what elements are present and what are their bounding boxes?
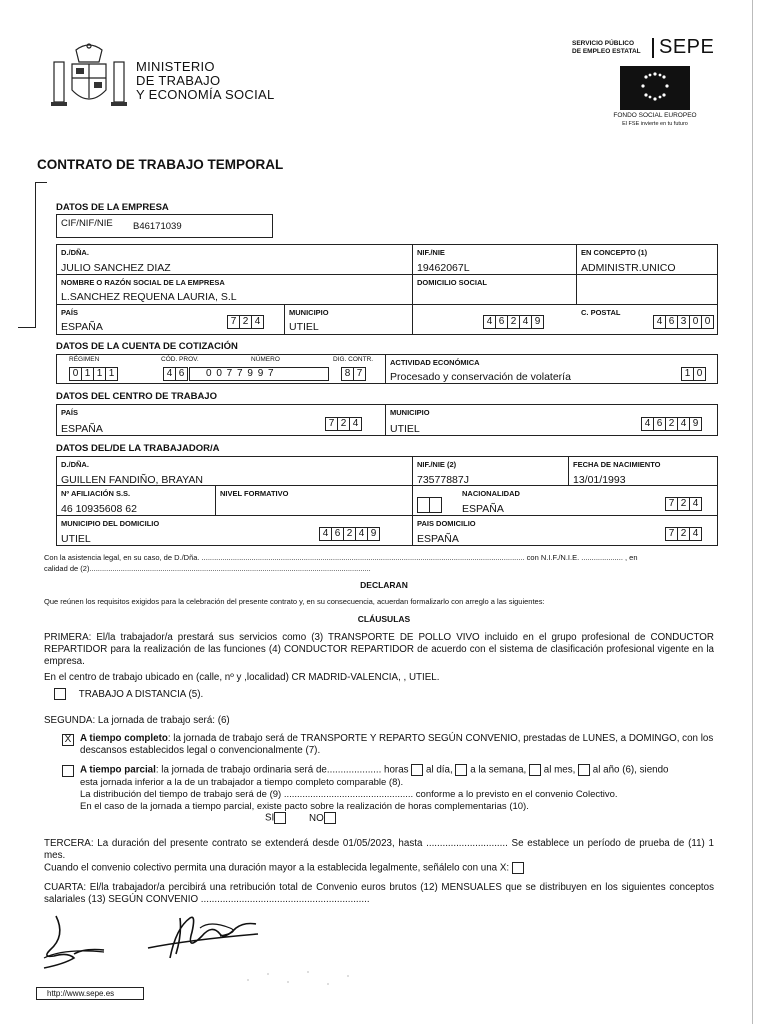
completo-row bbox=[62, 733, 714, 757]
domicilio-label: DOMICILIO SOCIAL bbox=[417, 278, 487, 287]
afil-label: Nº AFILIACIÓN S.S. bbox=[61, 489, 131, 498]
code-cell: 6 bbox=[175, 367, 188, 381]
code-cell: 4 bbox=[689, 527, 702, 541]
si-label: SI bbox=[265, 812, 275, 824]
municipio-value: UTIEL bbox=[289, 321, 319, 333]
convenio-text: Cuando el convenio colectivo permita una duración mayor a la establecida legalmente, señálelo con una X: bbox=[44, 862, 510, 874]
sepe-logo bbox=[572, 36, 715, 62]
section-centro: DATOS DEL CENTRO DE TRABAJO bbox=[56, 391, 217, 402]
code-cell: 3 bbox=[677, 315, 690, 329]
code-cell: 7 bbox=[665, 527, 678, 541]
code-cell: 7 bbox=[325, 417, 338, 431]
ministry-name bbox=[136, 60, 275, 102]
code-cell: 6 bbox=[665, 315, 678, 329]
municipio-code bbox=[483, 315, 543, 329]
razon-value: L.SANCHEZ REQUENA LAURIA, S.L bbox=[61, 291, 237, 303]
nivel-code bbox=[417, 497, 441, 513]
coat-of-arms-icon bbox=[46, 42, 132, 114]
fse-line-1: FONDO SOCIAL EUROPEO bbox=[613, 112, 697, 119]
clausula-segunda: SEGUNDA: La jornada de trabajo será: (6) bbox=[44, 715, 230, 726]
sepe-subtitle-1: SERVICIO PÚBLICO bbox=[572, 40, 635, 47]
centro-pais-code bbox=[325, 417, 361, 431]
code-cell: 4 bbox=[163, 367, 176, 381]
completo-checkbox[interactable]: X bbox=[62, 734, 74, 746]
mun-value: UTIEL bbox=[61, 533, 91, 545]
mun-code bbox=[319, 527, 379, 541]
code-cell: 9 bbox=[531, 315, 544, 329]
municipio-label: MUNICIPIO bbox=[289, 308, 329, 317]
clausula-cuarta: CUARTA: El/la trabajador/a percibirá una retribución total de Convenio euros brutos (12) MENSUALES que se distribuyen en los siguientes conceptos salariales (13) SEGÚN CONVENIO .............................................................. bbox=[44, 882, 714, 905]
asistencia-line: Con la asistencia legal, en su caso, de D./Dña. ........................................................................................................................................................... con N.I.F./N.I.E. .................... , en bbox=[44, 553, 638, 562]
section-empresa: DATOS DE LA EMPRESA bbox=[56, 202, 169, 213]
sepe-wordmark: SEPE bbox=[659, 36, 715, 58]
document-title: CONTRATO DE TRABAJO TEMPORAL bbox=[37, 157, 284, 172]
code-cell: 1 bbox=[81, 367, 94, 381]
pais-code bbox=[227, 315, 263, 329]
code-cell: 2 bbox=[337, 417, 350, 431]
dia-label: al día, bbox=[426, 764, 453, 776]
mes-label: al mes, bbox=[543, 764, 576, 776]
cp-label: C. POSTAL bbox=[581, 308, 621, 317]
signature-company bbox=[140, 908, 270, 968]
parcial-row bbox=[62, 764, 714, 777]
cif-box bbox=[56, 214, 273, 238]
code-cell: 4 bbox=[641, 417, 654, 431]
code-cell: 4 bbox=[251, 315, 264, 329]
ano-label: al año (6), siendo bbox=[592, 764, 669, 776]
pais-label: PAÍS bbox=[61, 308, 78, 317]
trab-nif-label: NIF./NIE (2) bbox=[417, 460, 457, 469]
ano-checkbox[interactable] bbox=[578, 764, 590, 776]
parcial-text-1: : la jornada de trabajo ordinaria será de.................... horas bbox=[155, 764, 409, 776]
ministry-line-3: Y ECONOMÍA SOCIAL bbox=[136, 87, 275, 102]
trab-d-value: GUILLEN FANDIÑO, BRAYAN bbox=[61, 474, 203, 486]
trab-nif-value: 73577887J bbox=[417, 474, 469, 486]
code-cell: 6 bbox=[331, 527, 344, 541]
sepe-subtitle-2: DE EMPLEO ESTATAL bbox=[572, 48, 641, 55]
code-cell: 4 bbox=[349, 417, 362, 431]
nacionalidad-code bbox=[665, 497, 701, 511]
reunen-line: Que reúnen los requisitos exigidos para la celebración del presente contrato y, en su consecuencia, acuerdan formalizarlo con arreglo a las siguientes: bbox=[44, 597, 545, 606]
d-value: JULIO SANCHEZ DIAZ bbox=[61, 262, 171, 274]
concepto-value: ADMINISTR.UNICO bbox=[581, 262, 676, 274]
code-cell: 7 bbox=[665, 497, 678, 511]
si-checkbox[interactable] bbox=[274, 812, 286, 824]
code-cell: 0 bbox=[693, 367, 706, 381]
code-cell: 1 bbox=[93, 367, 106, 381]
parcial-line-3: La distribución del tiempo de trabajo será de (9) ................................................. conforme a lo previsto en el convenio Colectivo. bbox=[80, 789, 618, 800]
ministry-line-2: DE TRABAJO bbox=[136, 73, 221, 88]
concepto-label: EN CONCEPTO (1) bbox=[581, 248, 648, 257]
actividad-label: ACTIVIDAD ECONÓMICA bbox=[390, 358, 480, 367]
si-no-row bbox=[265, 812, 336, 825]
semana-label: a la semana, bbox=[470, 764, 527, 776]
declaran-heading: DECLARAN bbox=[360, 580, 408, 590]
nacionalidad-value: ESPAÑA bbox=[462, 503, 504, 515]
bracket-line bbox=[35, 182, 47, 328]
paisdom-value: ESPAÑA bbox=[417, 533, 459, 545]
nivel-label: NIVEL FORMATIVO bbox=[220, 489, 289, 498]
nif-value: 19462067L bbox=[417, 262, 470, 274]
ministry-line-1: MINISTERIO bbox=[136, 59, 215, 74]
distancia-row bbox=[54, 688, 203, 701]
completo-title: A tiempo completo bbox=[80, 733, 168, 744]
code-cell: 2 bbox=[507, 315, 520, 329]
centro-linea: En el centro de trabajo ubicado en (calle, nº y ,localidad) CR MADRID-VALENCIA, , UTIEL. bbox=[44, 672, 440, 683]
mes-checkbox[interactable] bbox=[529, 764, 541, 776]
no-label: NO bbox=[309, 812, 324, 824]
code-cell: 2 bbox=[239, 315, 252, 329]
paisdom-label: PAIS DOMICILIO bbox=[417, 519, 476, 528]
code-cell: 4 bbox=[519, 315, 532, 329]
code-cell bbox=[429, 497, 442, 513]
centro-pais-label: PAÍS bbox=[61, 408, 78, 417]
centro-municipio-value: UTIEL bbox=[390, 423, 420, 435]
cp-code bbox=[653, 315, 713, 329]
paisdom-code bbox=[665, 527, 701, 541]
code-cell: 9 bbox=[689, 417, 702, 431]
clausula-tercera: TERCERA: La duración del presente contrato se extenderá desde 01/05/2023, hasta .............................. Se establece un período de prueba de (11) 1 mes. bbox=[44, 838, 714, 861]
dig-code bbox=[341, 367, 365, 381]
nacionalidad-label: NACIONALIDAD bbox=[462, 489, 520, 498]
stamp-faint bbox=[238, 960, 358, 996]
footer-url[interactable]: http://www.sepe.es bbox=[47, 989, 115, 998]
regimen-code bbox=[69, 367, 117, 381]
code-cell: 1 bbox=[105, 367, 118, 381]
code-cell: 8 bbox=[341, 367, 354, 381]
parcial-checkbox[interactable] bbox=[62, 765, 74, 777]
clausulas-heading: CLÁUSULAS bbox=[357, 614, 411, 624]
mun-label: MUNICIPIO DEL DOMICILIO bbox=[61, 519, 160, 528]
code-cell: 4 bbox=[319, 527, 332, 541]
trabajador-table bbox=[56, 456, 718, 546]
prov-label: CÓD. PROV. bbox=[161, 356, 199, 363]
centro-table bbox=[56, 404, 718, 436]
distancia-checkbox[interactable] bbox=[54, 688, 66, 700]
distancia-label: TRABAJO A DISTANCIA (5). bbox=[78, 688, 204, 700]
nif-label: NIF./NIE bbox=[417, 248, 445, 257]
code-cell: 0 bbox=[69, 367, 82, 381]
signature-worker bbox=[34, 910, 124, 970]
code-cell: 0 bbox=[689, 315, 702, 329]
code-cell: 6 bbox=[495, 315, 508, 329]
code-cell: 0 bbox=[701, 315, 714, 329]
code-cell: 2 bbox=[665, 417, 678, 431]
convenio-row bbox=[44, 862, 524, 875]
actividad-code bbox=[681, 367, 705, 381]
regimen-label: RÉGIMEN bbox=[69, 356, 100, 363]
centro-pais-value: ESPAÑA bbox=[61, 423, 103, 435]
afil-value: 46 10935608 62 bbox=[61, 503, 137, 515]
code-cell: 6 bbox=[653, 417, 666, 431]
parcial-line-2: esta jornada inferior a la de un trabajador a tiempo completo comparable (8). bbox=[80, 777, 404, 788]
right-edge-line bbox=[752, 0, 753, 1024]
completo-text: : la jornada de trabajo será de TRANSPORTE Y REPARTO SEGÚN CONVENIO, prestadas de LUNES, a DOMINGO, con los descansos establecidos legal o convencionalmente (7). bbox=[80, 733, 714, 756]
cif-value: B46171039 bbox=[133, 221, 182, 232]
centro-municipio-label: MUNICIPIO bbox=[390, 408, 430, 417]
code-cell: 4 bbox=[677, 417, 690, 431]
calidad-line: calidad de (2)....................................................................................................................................... bbox=[44, 564, 371, 573]
no-checkbox[interactable] bbox=[324, 812, 336, 824]
code-cell: 4 bbox=[355, 527, 368, 541]
code-cell: 7 bbox=[353, 367, 366, 381]
convenio-checkbox[interactable] bbox=[512, 862, 524, 874]
numero-box: 0 0 7 7 9 9 7 bbox=[189, 367, 329, 381]
prov-code bbox=[163, 367, 187, 381]
fse-line-2: El FSE invierte en tu futuro bbox=[622, 121, 688, 127]
code-cell: 4 bbox=[653, 315, 666, 329]
code-cell: 4 bbox=[483, 315, 496, 329]
trab-d-label: D./DÑA. bbox=[61, 460, 89, 469]
code-cell: 9 bbox=[367, 527, 380, 541]
actividad-value: Procesado y conservación de volatería bbox=[390, 371, 571, 383]
cif-label: CIF/NIF/NIE bbox=[61, 218, 113, 229]
section-cotizacion: DATOS DE LA CUENTA DE COTIZACIÓN bbox=[56, 341, 238, 352]
dia-checkbox[interactable] bbox=[411, 764, 423, 776]
nac-label: FECHA DE NACIMIENTO bbox=[573, 460, 661, 469]
empresa-table bbox=[56, 244, 718, 335]
pais-value: ESPAÑA bbox=[61, 321, 103, 333]
parcial-line-4: En el caso de la jornada a tiempo parcial, existe pacto sobre la realización de horas complementarias (10). bbox=[80, 801, 529, 812]
d-label: D./DÑA. bbox=[61, 248, 89, 257]
cotizacion-table bbox=[56, 354, 718, 384]
nac-value: 13/01/1993 bbox=[573, 474, 626, 486]
clausula-primera: PRIMERA: El/la trabajador/a prestará sus servicios como (3) TRANSPORTE DE POLLO VIVO incluido en el grupo profesional de CONDUCTOR REPARTIDOR para la realización de las funciones (4) CONDUCTOR REPARTIDOR de acuerdo con el sistema de clasificación profesional vigente en la empresa. bbox=[44, 632, 714, 667]
eu-flag-icon bbox=[620, 66, 690, 110]
centro-municipio-code bbox=[641, 417, 701, 431]
razon-label: NOMBRE O RAZÓN SOCIAL DE LA EMPRESA bbox=[61, 278, 225, 287]
code-cell: 2 bbox=[677, 497, 690, 511]
code-cell: 2 bbox=[677, 527, 690, 541]
code-cell: 1 bbox=[681, 367, 694, 381]
numero-label: NÚMERO bbox=[251, 356, 280, 363]
footer-url-box bbox=[36, 987, 144, 1000]
code-cell: 4 bbox=[689, 497, 702, 511]
parcial-title: A tiempo parcial bbox=[80, 764, 156, 776]
semana-checkbox[interactable] bbox=[455, 764, 467, 776]
code-cell: 7 bbox=[227, 315, 240, 329]
dig-label: DIG. CONTR. bbox=[333, 356, 374, 363]
section-trabajador: DATOS DEL/DE LA TRABAJADOR/A bbox=[56, 443, 220, 454]
code-cell: 2 bbox=[343, 527, 356, 541]
